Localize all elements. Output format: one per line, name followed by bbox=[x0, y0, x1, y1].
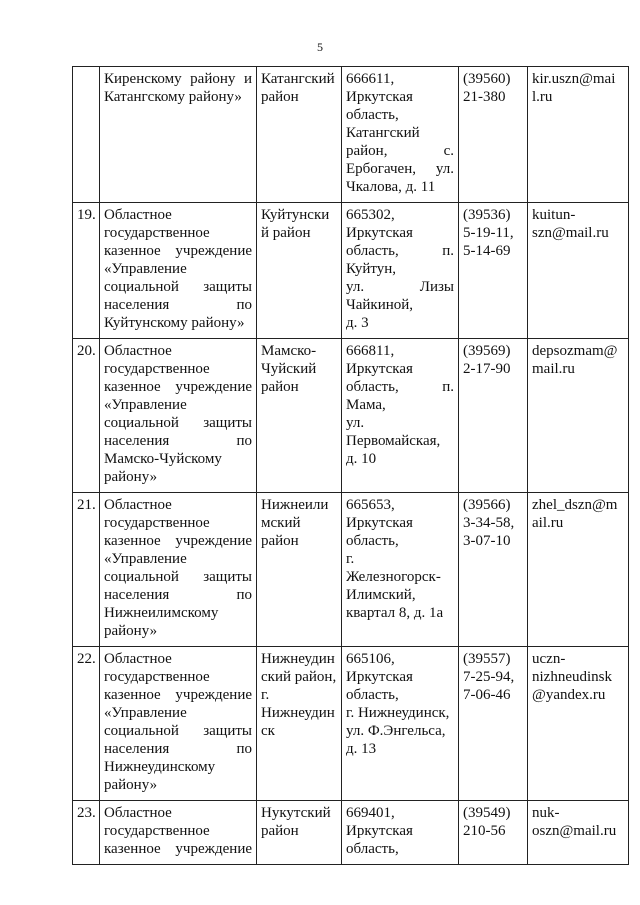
row-number-cell: 22. bbox=[73, 647, 100, 801]
email-line: @yandex.ru bbox=[532, 687, 606, 703]
email-line: nizhneudinsk bbox=[532, 669, 612, 685]
phone-line: (39536) bbox=[463, 207, 511, 223]
phone-line: 5-14-69 bbox=[463, 243, 511, 259]
institution-name-line: Областное bbox=[104, 207, 172, 223]
territory-line: мский bbox=[261, 515, 301, 531]
table-row bbox=[73, 67, 629, 203]
territory-line: район bbox=[261, 533, 299, 549]
territory-line: й район bbox=[261, 225, 311, 241]
institution-name-line: району» bbox=[104, 777, 158, 793]
institution-name-line: государственное bbox=[104, 225, 210, 241]
institution-name-line: Мамско-Чуйскому bbox=[104, 451, 222, 467]
email-line: ail.ru bbox=[532, 515, 564, 531]
institution-name-line: населения по bbox=[104, 297, 252, 313]
phone-line: 7-06-46 bbox=[463, 687, 511, 703]
address-line: область, bbox=[346, 107, 399, 123]
address-line: область, bbox=[346, 533, 399, 549]
address-line: 665653, bbox=[346, 497, 395, 513]
address-cell bbox=[342, 339, 459, 493]
row-number-cell bbox=[73, 67, 100, 203]
institution-name-line: Областное bbox=[104, 805, 172, 821]
address-line: д. 10 bbox=[346, 451, 377, 467]
email-line: uczn- bbox=[532, 651, 566, 667]
phone-line: 5-19-11, bbox=[463, 225, 514, 241]
territory-line: ск bbox=[261, 723, 275, 739]
institution-name-line: Киренскому району и bbox=[104, 71, 252, 87]
row-number-cell: 21. bbox=[73, 493, 100, 647]
phone-cell bbox=[459, 801, 528, 865]
institution-name-line: «Управление bbox=[104, 397, 187, 413]
email-cell bbox=[528, 67, 629, 203]
address-line: Иркутская bbox=[346, 89, 413, 105]
phone-line: 210-56 bbox=[463, 823, 506, 839]
territory-cell bbox=[257, 801, 342, 865]
address-cell bbox=[342, 493, 459, 647]
row-number-cell: 19. bbox=[73, 203, 100, 339]
institution-name-line: населения по bbox=[104, 587, 252, 603]
phone-cell bbox=[459, 339, 528, 493]
institution-name-cell bbox=[100, 67, 257, 203]
institution-name-line: населения по bbox=[104, 741, 252, 757]
address-line: 669401, bbox=[346, 805, 395, 821]
territory-cell bbox=[257, 67, 342, 203]
address-line: г. bbox=[346, 551, 355, 567]
territory-line: Нижнеудин bbox=[261, 651, 335, 667]
row-number-cell: 23. bbox=[73, 801, 100, 865]
address-line: Чайкиной, bbox=[346, 297, 414, 313]
table-row bbox=[73, 493, 629, 647]
institution-name-line: казенное учреждение bbox=[104, 379, 252, 395]
institution-name-line: казенное учреждение bbox=[104, 533, 252, 549]
address-line: ул. Лизы bbox=[346, 279, 454, 295]
phone-line: (39549) bbox=[463, 805, 511, 821]
territory-line: Куйтунски bbox=[261, 207, 330, 223]
address-line: область, bbox=[346, 841, 399, 857]
table-row bbox=[73, 801, 629, 865]
institution-name-line: Нижнеилимскому bbox=[104, 605, 219, 621]
phone-line: (39557) bbox=[463, 651, 511, 667]
territory-cell bbox=[257, 339, 342, 493]
institution-name-line: социальной защиты bbox=[104, 415, 252, 431]
phone-cell bbox=[459, 203, 528, 339]
territory-line: район bbox=[261, 379, 299, 395]
email-line: l.ru bbox=[532, 89, 553, 105]
territory-cell bbox=[257, 203, 342, 339]
institution-name-line: «Управление bbox=[104, 551, 187, 567]
table-row bbox=[73, 647, 629, 801]
email-cell bbox=[528, 493, 629, 647]
address-line: Мама, bbox=[346, 397, 386, 413]
institution-name-line: социальной защиты bbox=[104, 723, 252, 739]
address-line: г. Нижнеудинск, bbox=[346, 705, 450, 721]
row-number-cell: 20. bbox=[73, 339, 100, 493]
institutions-table bbox=[72, 66, 629, 865]
address-line: область, bbox=[346, 687, 399, 703]
institution-name-line: Областное bbox=[104, 651, 172, 667]
territory-line: Нукутский bbox=[261, 805, 331, 821]
institution-name-line: «Управление bbox=[104, 261, 187, 277]
territory-line: район bbox=[261, 823, 299, 839]
institution-name-cell bbox=[100, 647, 257, 801]
address-line: д. 3 bbox=[346, 315, 369, 331]
institution-name-line: Областное bbox=[104, 343, 172, 359]
address-line: 665106, bbox=[346, 651, 395, 667]
page-number: 5 bbox=[317, 40, 323, 54]
address-line: Иркутская bbox=[346, 823, 413, 839]
address-line: 666611, bbox=[346, 71, 395, 87]
phone-cell bbox=[459, 647, 528, 801]
institution-name-line: населения по bbox=[104, 433, 252, 449]
address-line: д. 13 bbox=[346, 741, 377, 757]
phone-line: 21-380 bbox=[463, 89, 506, 105]
territory-line: Нижнеили bbox=[261, 497, 329, 513]
phone-line: 7-25-94, bbox=[463, 669, 515, 685]
phone-line: (39569) bbox=[463, 343, 511, 359]
territory-line: Чуйский bbox=[261, 361, 317, 377]
institution-name-cell bbox=[100, 493, 257, 647]
address-cell bbox=[342, 67, 459, 203]
phone-line: (39560) bbox=[463, 71, 511, 87]
address-line: квартал 8, д. 1а bbox=[346, 605, 444, 621]
institution-name-cell bbox=[100, 203, 257, 339]
phone-cell bbox=[459, 67, 528, 203]
territory-line: Мамско- bbox=[261, 343, 317, 359]
institution-name-line: казенное учреждение bbox=[104, 841, 252, 857]
address-cell bbox=[342, 203, 459, 339]
phone-line: (39566) bbox=[463, 497, 511, 513]
institution-name-line: государственное bbox=[104, 515, 210, 531]
institution-name-line: государственное bbox=[104, 361, 210, 377]
email-cell bbox=[528, 203, 629, 339]
phone-line: 2-17-90 bbox=[463, 361, 511, 377]
email-line: depsozmam@ bbox=[532, 343, 618, 359]
address-cell bbox=[342, 801, 459, 865]
institution-name-line: Куйтунскому району» bbox=[104, 315, 245, 331]
email-cell bbox=[528, 801, 629, 865]
institution-name-line: казенное учреждение bbox=[104, 243, 252, 259]
address-line: 665302, bbox=[346, 207, 395, 223]
email-cell bbox=[528, 339, 629, 493]
institution-name-line: социальной защиты bbox=[104, 569, 252, 585]
address-line: Иркутская bbox=[346, 669, 413, 685]
institution-name-line: району» bbox=[104, 469, 158, 485]
address-line: Катангский bbox=[346, 125, 420, 141]
institution-name-line: государственное bbox=[104, 823, 210, 839]
table-row bbox=[73, 203, 629, 339]
territory-line: ский район, bbox=[261, 669, 337, 685]
email-line: mail.ru bbox=[532, 361, 575, 377]
email-line: oszn@mail.ru bbox=[532, 823, 617, 839]
table-row bbox=[73, 339, 629, 493]
address-line: Илимский, bbox=[346, 587, 416, 603]
institution-name-cell bbox=[100, 801, 257, 865]
address-line: Чкалова, д. 11 bbox=[346, 179, 436, 195]
institution-name-line: Областное bbox=[104, 497, 172, 513]
address-line: Иркутская bbox=[346, 515, 413, 531]
institution-name-line: Нижнеудинскому bbox=[104, 759, 216, 775]
territory-line: Нижнеудин bbox=[261, 705, 335, 721]
address-line: ул. bbox=[346, 415, 365, 431]
phone-line: 3-07-10 bbox=[463, 533, 511, 549]
institution-name-line: социальной защиты bbox=[104, 279, 252, 295]
territory-line: Катангский bbox=[261, 71, 335, 87]
address-line: Железногорск- bbox=[346, 569, 441, 585]
email-cell bbox=[528, 647, 629, 801]
address-line: Иркутская bbox=[346, 225, 413, 241]
phone-cell bbox=[459, 493, 528, 647]
address-line: область, п. bbox=[346, 243, 454, 259]
address-line: ул. Ф.Энгельса, bbox=[346, 723, 446, 739]
email-line: zhel_dszn@m bbox=[532, 497, 618, 513]
phone-line: 3-34-58, bbox=[463, 515, 515, 531]
email-line: kuitun- bbox=[532, 207, 576, 223]
territory-cell bbox=[257, 493, 342, 647]
institution-name-line: Катангскому району» bbox=[104, 89, 242, 105]
email-line: kir.uszn@mai bbox=[532, 71, 616, 87]
address-line: Ербогачен, ул. bbox=[346, 161, 454, 177]
institution-name-line: району» bbox=[104, 623, 158, 639]
institution-name-line: государственное bbox=[104, 669, 210, 685]
territory-cell bbox=[257, 647, 342, 801]
address-line: 666811, bbox=[346, 343, 395, 359]
address-line: Иркутская bbox=[346, 361, 413, 377]
address-line: район, с. bbox=[346, 143, 454, 159]
address-line: область, п. bbox=[346, 379, 454, 395]
address-line: Куйтун, bbox=[346, 261, 397, 277]
institution-name-line: «Управление bbox=[104, 705, 187, 721]
institution-name-line: казенное учреждение bbox=[104, 687, 252, 703]
institution-name-cell bbox=[100, 339, 257, 493]
email-line: nuk- bbox=[532, 805, 560, 821]
territory-line: район bbox=[261, 89, 299, 105]
address-cell bbox=[342, 647, 459, 801]
address-line: Первомайская, bbox=[346, 433, 441, 449]
territory-line: г. bbox=[261, 687, 270, 703]
email-line: szn@mail.ru bbox=[532, 225, 609, 241]
